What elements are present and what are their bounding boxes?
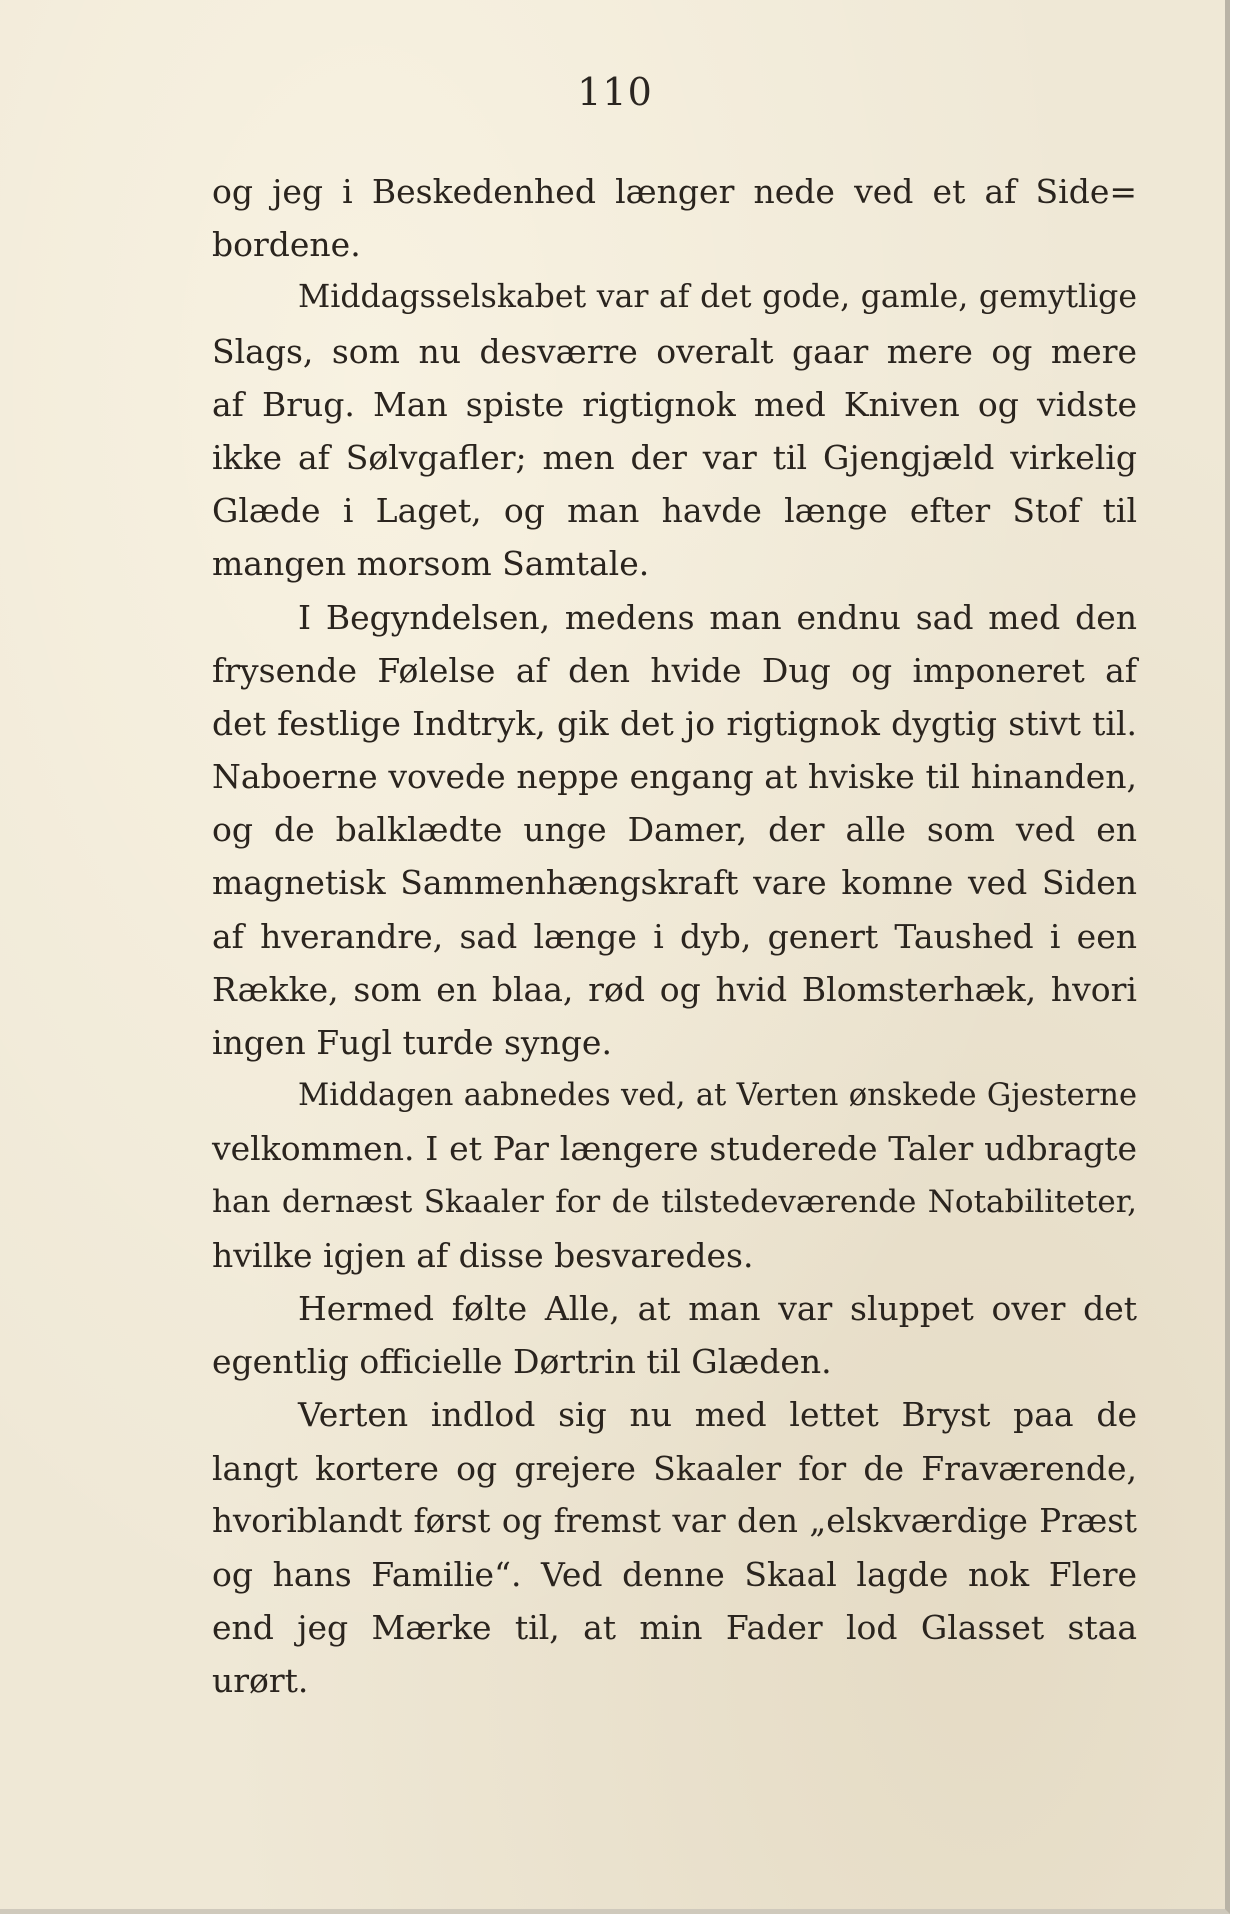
text-line: Middagen aabnedes ved, at Verten ønskede Gjesterne [298, 1078, 1137, 1114]
text-line: Naboerne vovede neppe engang at hviske til hinanden, [212, 757, 1137, 797]
text-line: ikke af Sølvgafler; men der var til Gjengjæld virkelig [212, 437, 1137, 477]
text-line: hvilke igjen af disse besvaredes. [212, 1235, 754, 1275]
text-line: end jeg Mærke til, at min Fader lod Glasset staa [212, 1608, 1137, 1648]
text-line: Række, som en blaa, rød og hvid Blomsterhæk, hvori [212, 969, 1137, 1009]
text-line: det festlige Indtryk, gik det jo rigtignok dygtig stivt til. [212, 703, 1137, 743]
text-line: Slags, som nu desværre overalt gaar mere og mere [212, 331, 1137, 371]
text-line: han dernæst Skaaler for de tilstedeværende Notabiliteter, [212, 1183, 1137, 1220]
text-line: urørt. [212, 1661, 309, 1701]
text-line: af hverandre, sad længe i dyb, genert Taushed i een [212, 916, 1137, 956]
text-line: og de balklædte unge Damer, der alle som ved en [212, 810, 1137, 850]
text-line: bordene. [212, 225, 361, 265]
text-line: og hans Familie“. Ved denne Skaal lagde nok Flere [212, 1554, 1137, 1594]
text-line: velkommen. I et Par længere studerede Taler udbragte [212, 1129, 1137, 1169]
text-line: ingen Fugl turde synge. [212, 1023, 612, 1062]
body-text [212, 165, 1137, 1707]
page-number: 110 [577, 70, 653, 114]
text-line: langt kortere og grejere Skaaler for de Fraværende, [212, 1448, 1137, 1488]
text-line: mangen morsom Samtale. [212, 544, 650, 584]
text-line: Verten indlod sig nu med lettet Bryst paa de [298, 1395, 1137, 1435]
text-line: egentlig officielle Dørtrin til Glæden. [212, 1342, 832, 1382]
text-line: Hermed følte Alle, at man var sluppet over det [298, 1288, 1137, 1328]
text-line: af Brug. Man spiste rigtignok med Kniven og vidste [212, 384, 1137, 424]
text-line: hvoriblandt først og fremst var den „elskværdige Præst [212, 1501, 1137, 1540]
text-line: Middagsselskabet var af det gode, gamle, gemytlige [298, 279, 1137, 316]
text-line: magnetisk Sammenhængskraft vare komne ved Siden [212, 863, 1137, 903]
text-line: og jeg i Beskedenhed længer nede ved et af Side= [212, 172, 1137, 211]
text-line: Glæde i Laget, og man havde længe efter Stof til [212, 491, 1137, 531]
text-line: I Begyndelsen, medens man endnu sad med den [298, 597, 1137, 637]
text-line: frysende Følelse af den hvide Dug og imponeret af [212, 650, 1137, 690]
